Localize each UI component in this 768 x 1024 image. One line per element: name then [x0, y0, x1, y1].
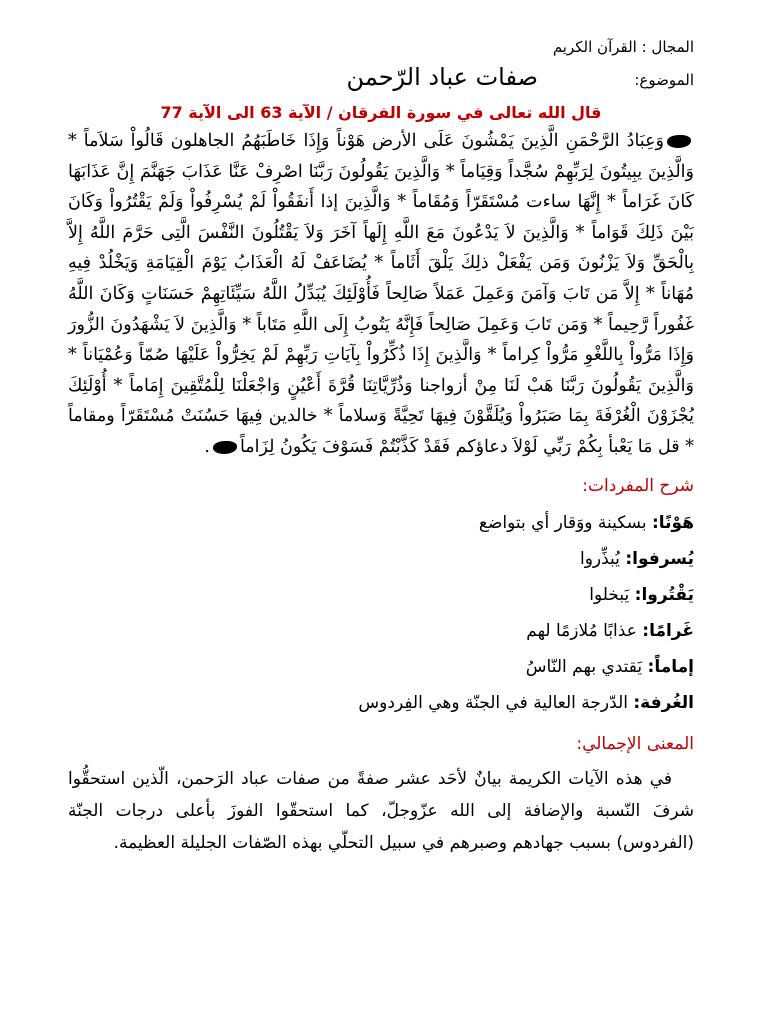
vocab-word: غَرامًا:: [642, 620, 694, 641]
summary-title: المعنى الإجمالي:: [576, 733, 694, 754]
vocab-meaning: الدّرجة العالية في الجنّة وهي الفِردوس: [358, 692, 634, 713]
vocab-meaning: بسكينة ووَقار أي بتواضع: [478, 512, 652, 533]
vocab-item: [68, 505, 694, 541]
vocab-word: الغُرفة:: [633, 692, 694, 713]
verses-text: وَعِبَادُ الرَّحْمَنِ الَّذِينَ يَمْشُونَ عَلَى الأرض هَوْناً وَإِذَا خَاطَبَهُمُ الجاهلون قَالُواْ سَلاَماً * وَالَّذِينَ يبِيتُونَ لِرَبِّهِمْ سُجَّداً وَقِيَاماً * وَالَّذِينَ يَقُولُونَ رَبَّنَا اصْرِفْ عَنَّا عَذَابَ جَهَنَّمَ إِنَّ عَذَابَهَا كَانَ غَرَاماً * إِنَّهَا ساءت مُسْتَقَرّاً وَمُقَاماً * وَالَّذِينَ إذا أَنفَقُواْ لَمْ يُسْرِفُواْ وَلَمْ يَقْتُرُواْ وَكَانَ بَيْنَ ذَلِكَ قَوَاماً * وَالَّذِينَ لاَ يَدْعُونَ مَعَ اللَّهِ إِلَهاً آخَرَ وَلاَ يَقْتُلُونَ النَّفْسَ الَّتِى حَرَّمَ اللَّهُ إِلاَّ بِالْحَقِّ وَلاَ يَزْنُونَ وَمَن يَفْعَلْ ذلِكَ يَلْقَ أَثَاماً * يُضَاعَفْ لَهُ الْعَذَابُ يَوْمَ الْقِيَامَةِ وَيَخْلُدْ فِيهِ مُهَاناً * إِلاَّ مَن تَابَ وَآمَنَ وَعَمِلَ عَمَلاً صَالِحاً فَأُوْلَئِكَ يُبَدِّلُ اللَّهُ سَيِّئَاتِهِمْ حَسَنَاتٍ وَكَانَ اللَّهُ غَفُوراً رَّحِيماً * وَمَن تَابَ وَعَمِلَ صَالِحاً فَإِنَّهُ يَتُوبُ إِلَى اللَّهِ مَتَاباً * وَالَّذِينَ لاَ يَشْهَدُونَ الزُّورَ وَإِذَا مَرُّواْ بِاللَّغْوِ مَرُّواْ كِراماً * وَالَّذِينَ إِذَا ذُكِّرُواْ بِآيَاتِ رَبِّهِمْ لَمْ يَخِرُّواْ عَلَيْهَا صُمّاً وَعُمْيَاناً * وَالَّذِينَ يَقُولُونَ رَبَّنَا هَبْ لَنَا مِنْ أزواجنا وَذُرِّيَّاتِنَا قُرَّةَ أَعْيُنٍ وَاجْعَلْنَا لِلْمُتَّقِينَ إِمَاماً * أُوْلَئِكَ يُجْزَوْنَ الْغُرْفَةَ بِمَا صَبَرُواْ وَيُلَقَّوْنَ فِيهَا تَحِيَّةً وَسلاماً * خالدين فِيهَا حَسُنَتْ مُسْتَقَرّاً ومقاماً * قل مَا يَعْبأ بِكُمْ رَبِّي لَوْلاَ دعاؤكم فَقَدْ كَذَّبْتُمْ فَسَوْفَ يَكُونُ لِزَاماً: [68, 131, 694, 457]
document-page: [68, 36, 694, 859]
vocab-item: [68, 685, 694, 721]
subject-row: [68, 62, 694, 92]
vocab-item: [68, 649, 694, 685]
vocab-word: يُسرفوا:: [625, 548, 694, 569]
vocab-item: [68, 613, 694, 649]
vocab-meaning: يُبذِّروا: [579, 548, 626, 569]
subject-title: صفات عباد الرّحمن: [346, 63, 538, 91]
vocab-list: [68, 505, 694, 721]
vocab-item: [68, 577, 694, 613]
verses-heading: قال الله تعالى في سورة الفرقان / الآية 63 الى الآية 77: [160, 103, 602, 122]
summary-text: في هذه الآيات الكريمة بيانٌ لأحَد عشر صفةً من صفات عباد الرَحمن، الّذين استحقُّوا شرفَ النّسبة والإضافة إلى الله عزّوجلّ، كما استحقّوا الفوزَ بأعلى درجات الجنّة (الفردوس) بسبب جهادهم وصبرهم في سبيل التحلّي بهذه الصّفات الجليلة العظيمة.: [68, 768, 694, 853]
vocab-word: إماماً:: [647, 656, 694, 677]
vocab-word: هَوْنًا:: [651, 512, 694, 533]
vocab-item: [68, 541, 694, 577]
vocab-meaning: يَقتدي بهم النّاسُ: [525, 656, 648, 677]
ornament-open-bracket-icon: [667, 135, 691, 148]
vocab-word: يَقْتُروا:: [634, 584, 694, 605]
field-line: المجال : القرآن الكريم: [552, 38, 694, 56]
ornament-close-bracket-icon: [213, 441, 237, 454]
verses-block: وَعِبَادُ الرَّحْمَنِ الَّذِينَ يَمْشُونَ عَلَى الأرض هَوْناً وَإِذَا خَاطَبَهُمُ الجاهلون قَالُواْ سَلاَماً * وَالَّذِينَ يبِيتُونَ لِرَبِّهِمْ سُجَّداً وَقِيَاماً * وَالَّذِينَ يَقُولُونَ رَبَّنَا اصْرِفْ عَنَّا عَذَابَ جَهَنَّمَ إِنَّ عَذَابَهَا كَانَ غَرَاماً * إِنَّهَا ساءت مُسْتَقَرّاً وَمُقَاماً * وَالَّذِينَ إذا أَنفَقُواْ لَمْ يُسْرِفُواْ وَلَمْ يَقْتُرُواْ وَكَانَ بَيْنَ ذَلِكَ قَوَاماً * وَالَّذِينَ لاَ يَدْعُونَ مَعَ اللَّهِ إِلَهاً آخَرَ وَلاَ يَقْتُلُونَ النَّفْسَ الَّتِى حَرَّمَ اللَّهُ إِلاَّ بِالْحَقِّ وَلاَ يَزْنُونَ وَمَن يَفْعَلْ ذلِكَ يَلْقَ أَثَاماً * يُضَاعَفْ لَهُ الْعَذَابُ يَوْمَ الْقِيَامَةِ وَيَخْلُدْ فِيهِ مُهَاناً * إِلاَّ مَن تَابَ وَآمَنَ وَعَمِلَ عَمَلاً صَالِحاً فَأُوْلَئِكَ يُبَدِّلُ اللَّهُ سَيِّئَاتِهِمْ حَسَنَاتٍ وَكَانَ اللَّهُ غَفُوراً رَّحِيماً * وَمَن تَابَ وَعَمِلَ صَالِحاً فَإِنَّهُ يَتُوبُ إِلَى اللَّهِ مَتَاباً * وَالَّذِينَ لاَ يَشْهَدُونَ الزُّورَ وَإِذَا مَرُّواْ بِاللَّغْوِ مَرُّواْ كِراماً * وَالَّذِينَ إِذَا ذُكِّرُواْ بِآيَاتِ رَبِّهِمْ لَمْ يَخِرُّواْ عَلَيْهَا صُمّاً وَعُمْيَاناً * وَالَّذِينَ يَقُولُونَ رَبَّنَا هَبْ لَنَا مِنْ أزواجنا وَذُرِّيَّاتِنَا قُرَّةَ أَعْيُنٍ وَاجْعَلْنَا لِلْمُتَّقِينَ إِمَاماً * أُوْلَئِكَ يُجْزَوْنَ الْغُرْفَةَ بِمَا صَبَرُواْ وَيُلَقَّوْنَ فِيهَا تَحِيَّةً وَسلاماً * خالدين فِيهَا حَسُنَتْ مُسْتَقَرّاً ومقاماً * قل مَا يَعْبأ بِكُمْ رَبِّي لَوْلاَ دعاؤكم فَقَدْ كَذَّبْتُمْ فَسَوْفَ يَكُونُ لِزَاماً.: [68, 131, 694, 457]
vocab-meaning: يَبخلوا: [589, 584, 635, 605]
vocab-meaning: عذابًا مُلازمًا لهم: [526, 620, 643, 641]
vocab-title: شرح المفردات:: [582, 475, 694, 496]
subject-label: الموضوع:: [634, 71, 694, 89]
